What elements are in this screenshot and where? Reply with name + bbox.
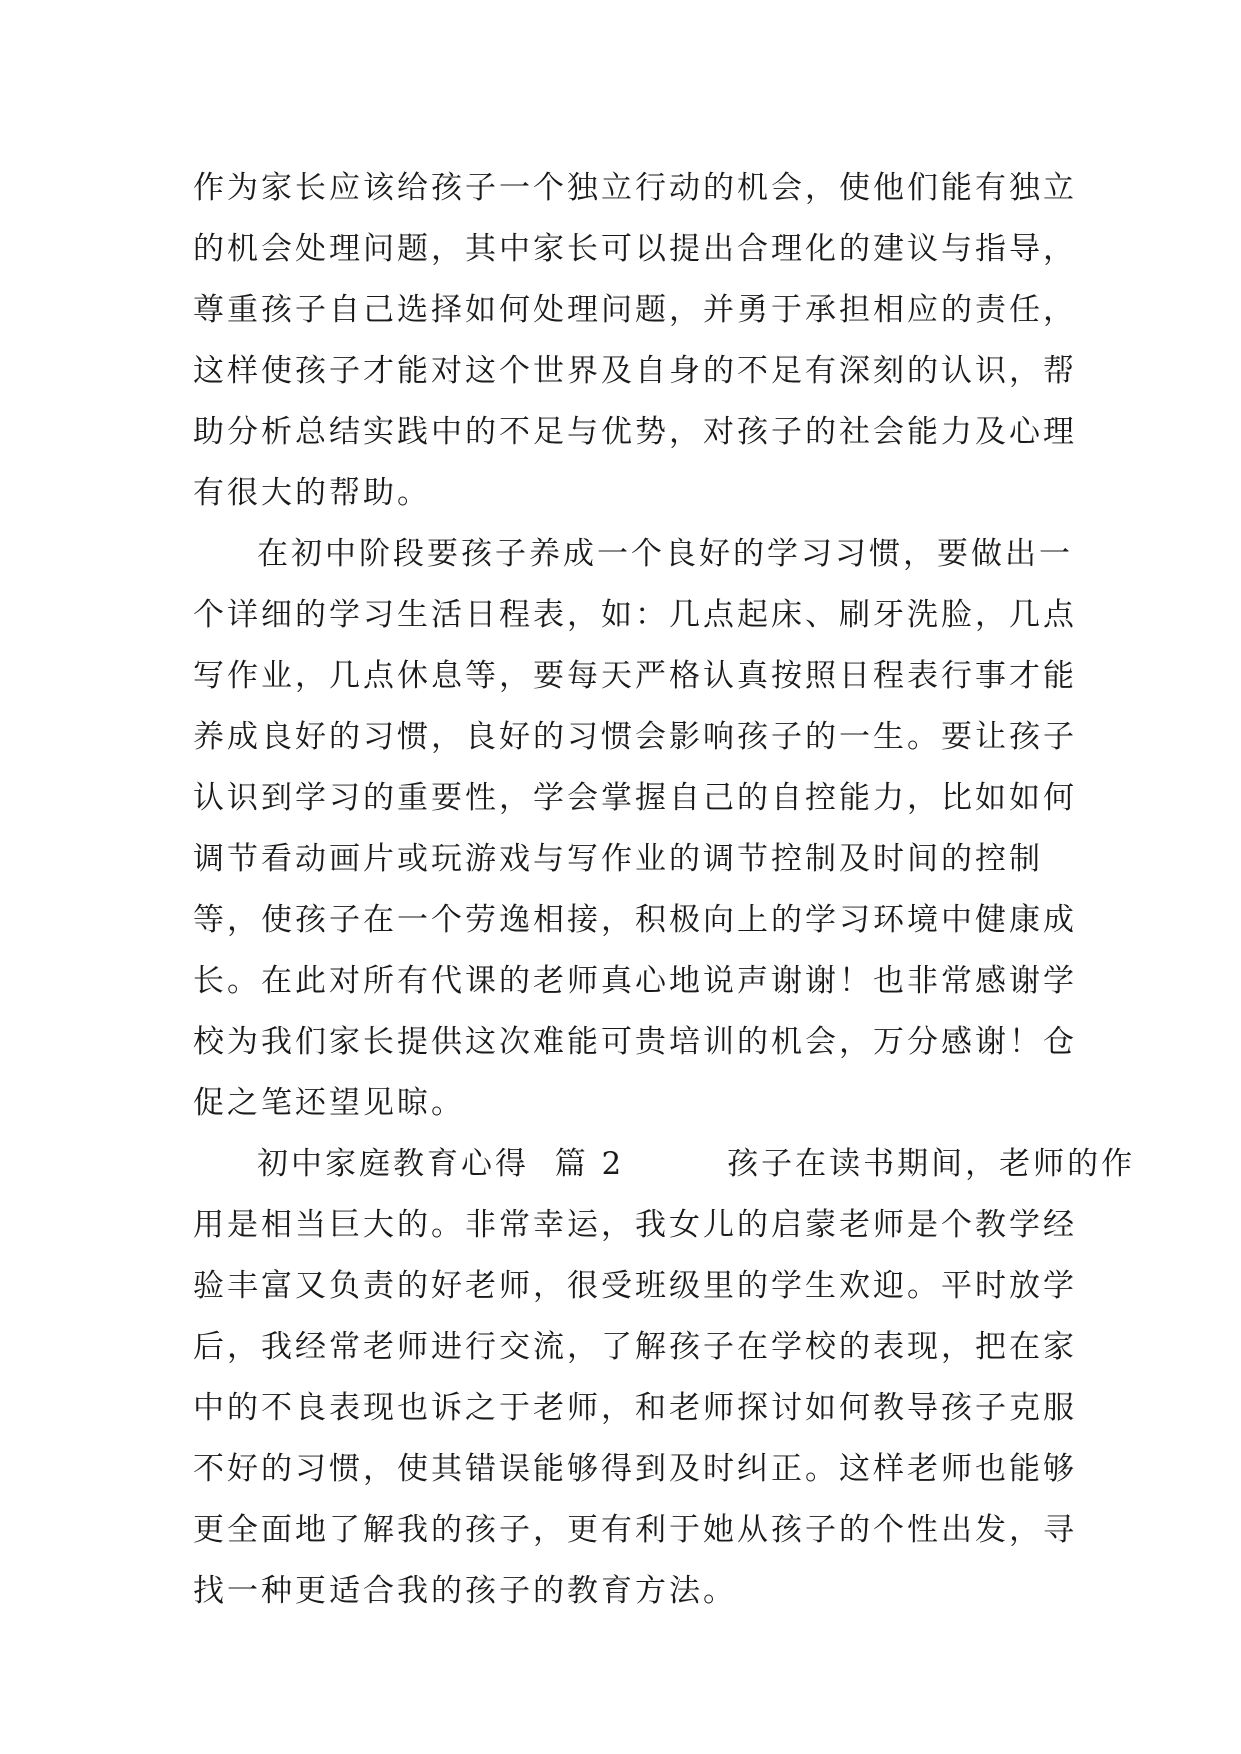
- text-line: 作为家长应该给孩子一个独立行动的机会，使他们能有独立: [193, 170, 1077, 206]
- text-line: 中的不良表现也诉之于老师，和老师探讨如何教导孩子克服: [193, 1390, 1077, 1426]
- text-line: 的机会处理问题，其中家长可以提出合理化的建议与指导，: [193, 231, 1077, 267]
- text-line: 验丰富又负责的好老师，很受班级里的学生欢迎。平时放学: [193, 1268, 1077, 1304]
- paragraph-first-line: 在初中阶段要孩子养成一个良好的学习习惯，要做出一: [257, 536, 1073, 572]
- text-line: 等，使孩子在一个劳逸相接，积极向上的学习环境中健康成: [193, 902, 1077, 938]
- text-line: 个详细的学习生活日程表，如：几点起床、刷牙洗脸，几点: [193, 597, 1077, 633]
- text-line: 这样使孩子才能对这个世界及自身的不足有深刻的认识，帮: [193, 353, 1077, 389]
- text-line: 用是相当巨大的。非常幸运，我女儿的启蒙老师是个教学经: [193, 1207, 1077, 1243]
- text-line: 长。在此对所有代课的老师真心地说声谢谢！也非常感谢学: [193, 963, 1077, 999]
- text-line: 助分析总结实践中的不足与优势，对孩子的社会能力及心理: [193, 414, 1077, 450]
- text-line: 调节看动画片或玩游戏与写作业的调节控制及时间的控制: [193, 841, 1043, 877]
- text-line: 促之笔还望见晾。: [193, 1085, 465, 1121]
- section-heading-line: 初中家庭教育心得 篇 2 孩子在读书期间，老师的作: [257, 1146, 1136, 1182]
- text-line: 找一种更适合我的孩子的教育方法。: [193, 1573, 737, 1609]
- text-line: 后，我经常老师进行交流，了解孩子在学校的表现，把在家: [193, 1329, 1077, 1365]
- text-line: 尊重孩子自己选择如何处理问题，并勇于承担相应的责任，: [193, 292, 1077, 328]
- text-line: 不好的习惯，使其错误能够得到及时纠正。这样老师也能够: [193, 1451, 1077, 1487]
- text-line: 写作业，几点休息等，要每天严格认真按照日程表行事才能: [193, 658, 1077, 694]
- text-line: 校为我们家长提供这次难能可贵培训的机会，万分感谢！仓: [193, 1024, 1077, 1060]
- text-line: 更全面地了解我的孩子，更有利于她从孩子的个性出发，寻: [193, 1512, 1077, 1548]
- text-line: 养成良好的习惯，良好的习惯会影响孩子的一生。要让孩子: [193, 719, 1077, 755]
- text-line: 有很大的帮助。: [193, 475, 431, 511]
- text-line: 认识到学习的重要性，学会掌握自己的自控能力，比如如何: [193, 780, 1077, 816]
